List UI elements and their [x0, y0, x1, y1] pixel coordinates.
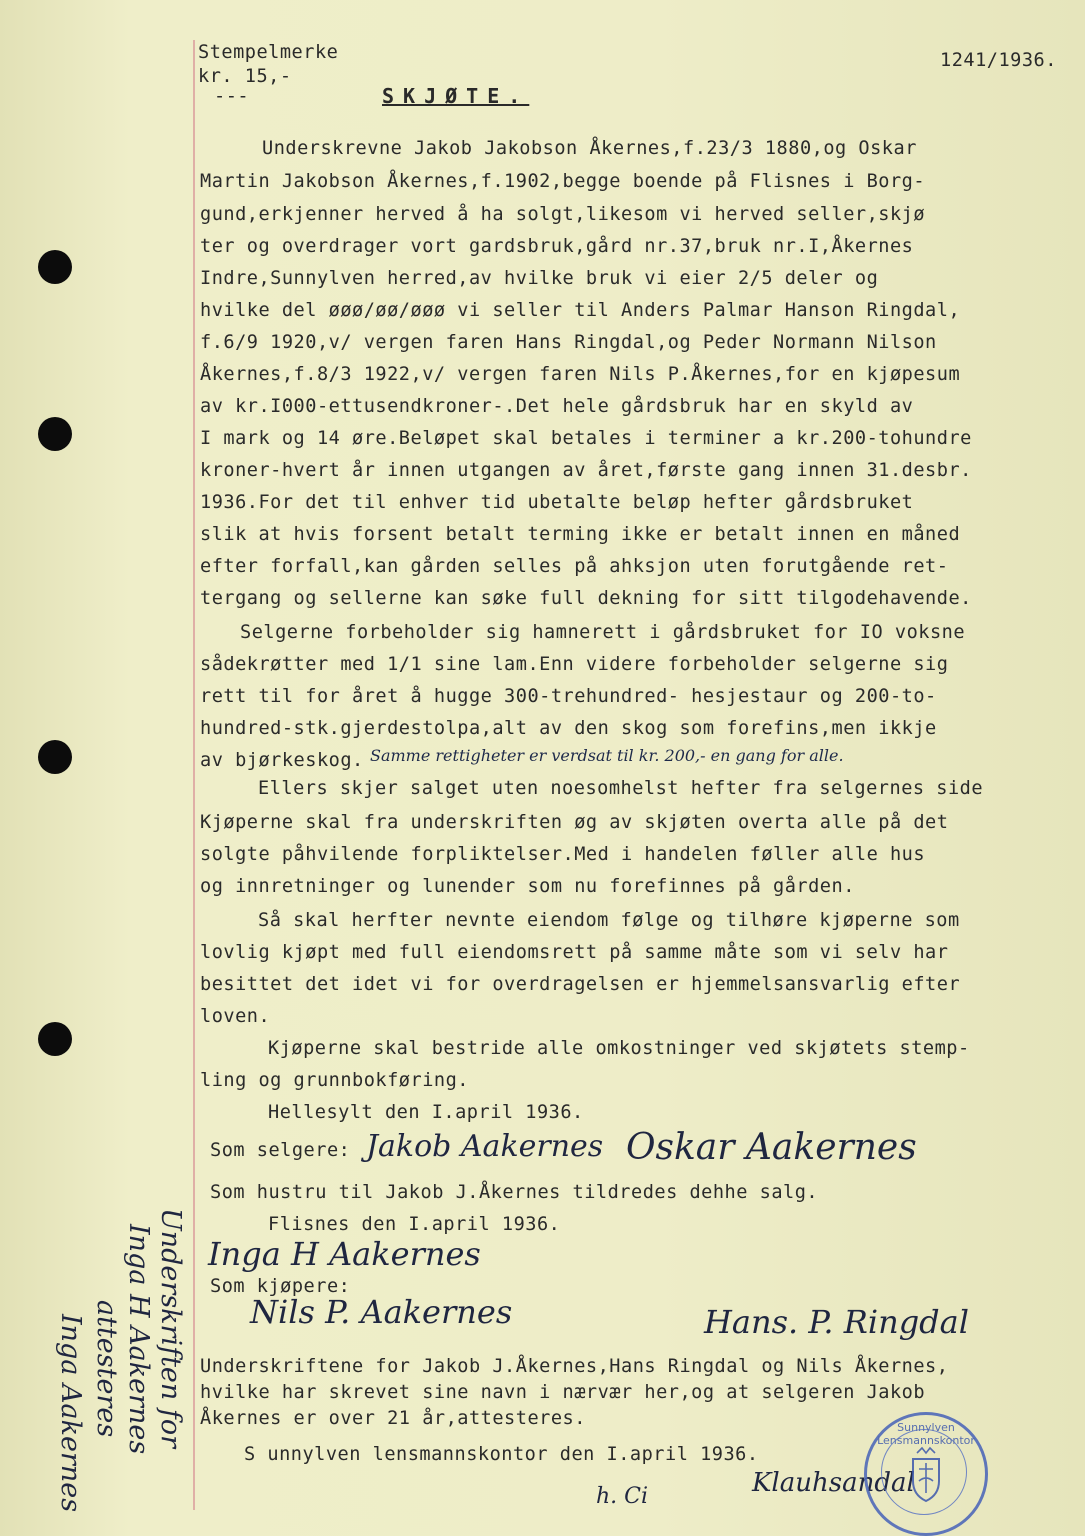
punch-hole [38, 1022, 72, 1056]
side-note-line: attesteres [91, 1300, 122, 1438]
body-line: Som selgere: [210, 1140, 351, 1161]
body-line: Ellers skjer salget uten noesomhelst hefter fra selgernes side [258, 778, 984, 799]
body-line: I mark og 14 øre.Beløpet skal betales i terminer a kr.200-tohundre [200, 428, 972, 449]
signature-oskar: Oskar Aakernes [626, 1127, 917, 1168]
official-seal [864, 1412, 988, 1536]
body-line: Underskriftene for Jakob J.Åkernes,Hans Ringdal og Nils Åkernes, [200, 1356, 949, 1377]
document-title: SKJØTE. [382, 84, 530, 108]
signature-inga: Inga H Aakernes [208, 1235, 481, 1273]
body-line: hvilke del øøø/øø/øøø vi seller til Anders Palmar Hanson Ringdal, [200, 300, 961, 321]
body-line: ter og overdrager vort gardsbruk,gård nr.37,bruk nr.I,Åkernes [200, 236, 914, 257]
body-line: besittet det idet vi for overdragelsen er hjemmelsansvarlig efter [200, 974, 961, 995]
signature-initials: h. Ci [596, 1484, 649, 1509]
signature-hans: Hans. P. Ringdal [704, 1303, 969, 1341]
body-line: og innretninger og lunender som nu forefinnes på gården. [200, 876, 855, 897]
signature-nils: Nils P. Aakernes [250, 1293, 513, 1331]
side-note-line: Inga H Aakernes [123, 1224, 154, 1455]
signature-jakob: Jakob Aakernes [366, 1129, 604, 1164]
stamp-dashes: --- [214, 86, 250, 107]
body-line: Kjøperne skal fra underskriften øg av skjøten overta alle på det [200, 812, 949, 833]
body-line: gund,erkjenner herved å ha solgt,likesom vi herved seller,skjø [200, 204, 926, 225]
punch-hole [38, 740, 72, 774]
body-line: loven. [200, 1006, 271, 1027]
body-line: efter forfall,kan gården selles på ahksjon uten forutgående ret- [200, 556, 949, 577]
body-line: Selgerne forbeholder sig hamnerett i gårdsbruket for IO voksne [240, 622, 966, 643]
body-line: solgte påhvilende forpliktelser.Med i handelen føller alle hus [200, 844, 926, 865]
document-number: 1241/1936. [940, 50, 1057, 71]
body-line: Martin Jakobson Åkernes,f.1902,begge boende på Flisnes i Borg- [200, 171, 926, 192]
body-line: Som hustru til Jakob J.Åkernes tildredes dehhe salg. [210, 1182, 819, 1203]
seal-text: Sunnylven Lensmannskontor [877, 1421, 975, 1447]
body-line: Åkernes,f.8/3 1922,v/ vergen faren Nils P.Åkernes,for en kjøpesum [200, 364, 961, 385]
body-line: tergang og sellerne kan søke full dekning for sitt tilgodehavende. [200, 588, 972, 609]
body-line: slik at hvis forsent betalt terming ikke er betalt innen en måned [200, 524, 961, 545]
body-line: 1936.For det til enhver tid ubetalte beløp hefter gårdsbruket [200, 492, 914, 513]
red-margin-line [193, 40, 195, 1510]
body-line: rett til for året å hugge 300-trehundred- hesjestaur og 200-to- [200, 686, 937, 707]
body-line: Flisnes den I.april 1936. [268, 1214, 561, 1235]
body-line: lovlig kjøpt med full eiendomsrett på samme måte som vi selv har [200, 942, 949, 963]
body-line: hvilke har skrevet sine navn i nærvær her,og at selgeren Jakob [200, 1382, 926, 1403]
punch-hole [38, 417, 72, 451]
body-line: av kr.I000-ettusendkroner-.Det hele gårdsbruk har en skyld av [200, 396, 914, 417]
body-line: Åkernes er over 21 år,attesteres. [200, 1408, 586, 1429]
punch-hole [38, 250, 72, 284]
body-line: hundred-stk.gjerdestolpa,alt av den skog som forefins,men ikkje [200, 718, 937, 739]
body-line: f.6/9 1920,v/ vergen faren Hans Ringdal,og Peder Normann Nilson [200, 332, 937, 353]
body-line: av bjørkeskog. [200, 750, 364, 771]
signature-lensmann: Klauhsandal [752, 1468, 915, 1498]
body-line: S unnylven lensmannskontor den I.april 1936. [244, 1444, 759, 1465]
body-line: sådekrøtter med 1/1 sine lam.Enn videre forbeholder selgerne sig [200, 654, 949, 675]
body-line: Underskrevne Jakob Jakobson Åkernes,f.23/3 1880,og Oskar [262, 138, 917, 159]
body-line: ling og grunnbokføring. [200, 1070, 469, 1091]
stamp-label: Stempelmerke [198, 42, 339, 63]
body-line: kroner-hvert år innen utgangen av året,første gang innen 31.desbr. [200, 460, 972, 481]
body-line: Indre,Sunnylven herred,av hvilke bruk vi eier 2/5 deler og [200, 268, 879, 289]
side-note-line: Underskriften for [155, 1208, 186, 1449]
stamp-amount: kr. 15,- [198, 66, 292, 87]
body-line: Hellesylt den I.april 1936. [268, 1102, 584, 1123]
body-line: Så skal herfter nevnte eiendom følge og tilhøre kjøperne som [258, 910, 960, 931]
body-line: Kjøperne skal bestride alle omkostninger ved skjøtets stemp- [268, 1038, 970, 1059]
body-line: Som kjøpere: [210, 1276, 351, 1297]
side-note-line: Inga Aakernes [55, 1314, 86, 1513]
handwritten-insert: Samme rettigheter er verdsat til kr. 200,- en gang for alle. [370, 746, 844, 765]
